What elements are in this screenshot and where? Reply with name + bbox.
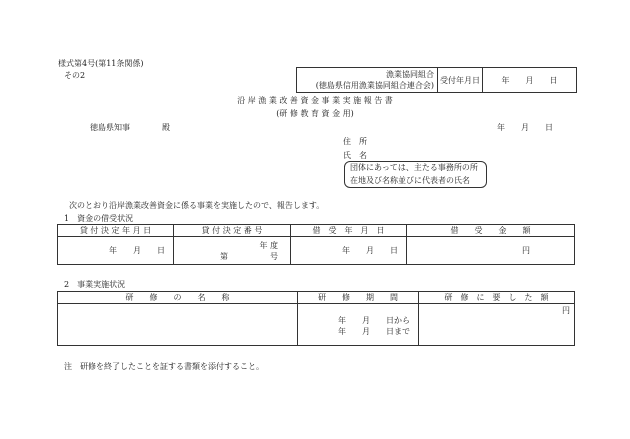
section1-heading: 1 資金の借受状況 <box>64 214 134 223</box>
receipt-org-line1: 漁業協同組合 <box>386 70 434 79</box>
applicant-note-line2: 在地及び名称並びに代表者の氏名 <box>350 176 470 185</box>
period-from: 年 月 日から <box>338 316 410 325</box>
intro-text: 次のとおり沿岸漁業改善資金に係る事業を実施したので、報告します。 <box>69 201 325 210</box>
period-to: 年 月 日まで <box>338 327 410 336</box>
receipt-date: 年 月 日 <box>483 68 577 93</box>
receipt-org-cell <box>297 68 438 93</box>
training-period-header: 研 修 期 間 <box>298 292 419 304</box>
training-name-header: 研 修 の 名 称 <box>58 292 298 304</box>
loan-number-header: 貸 付 決 定 番 号 <box>174 225 291 237</box>
amount-header: 借 受 金 額 <box>407 225 575 237</box>
report-date: 年 月 日 <box>497 123 553 132</box>
loan-date-value: 年 月 日 <box>58 237 174 265</box>
loan-date-header: 貸 付 決 定 年 月 日 <box>58 225 174 237</box>
report-subtitle: (研 修 教 育 資 金 用) <box>276 109 354 118</box>
loan-number-suffix: 号 <box>270 251 278 261</box>
amount-value: 円 <box>407 237 575 265</box>
loan-table <box>57 224 575 265</box>
training-period-cell <box>298 304 419 346</box>
training-table <box>57 291 575 346</box>
section2-heading: 2 事業実施状況 <box>64 280 126 289</box>
borrow-date-header: 借 受 年 月 日 <box>291 225 407 237</box>
receipt-box <box>296 67 577 93</box>
loan-number-prefix: 第 <box>220 251 228 261</box>
footnote: 注 研修を終了したことを証する書類を添付すること。 <box>64 362 264 371</box>
borrow-date-value: 年 月 日 <box>291 237 407 265</box>
addressee: 徳島県知事 殿 <box>90 123 170 132</box>
training-cost-value: 円 <box>419 304 575 346</box>
receipt-label: 受付年月日 <box>438 68 483 93</box>
receipt-org-line2: (徳島県信用漁業協同組合連合会) <box>315 81 434 90</box>
name-label: 氏 名 <box>343 151 367 160</box>
form-sub: その2 <box>64 71 86 80</box>
training-cost-header: 研 修 に 要 し た 額 <box>419 292 575 304</box>
report-title: 沿 岸 漁 業 改 善 資 金 事 業 実 施 報 告 書 <box>237 96 393 105</box>
loan-number-cell <box>174 237 291 265</box>
form-number: 様式第4号(第11条関係) <box>58 59 144 68</box>
address-label: 住 所 <box>343 137 367 146</box>
loan-year: 年 度 <box>259 240 278 250</box>
training-name-value <box>58 304 298 346</box>
applicant-note-line1: 団体にあっては、主たる事務所の所 <box>350 163 478 172</box>
